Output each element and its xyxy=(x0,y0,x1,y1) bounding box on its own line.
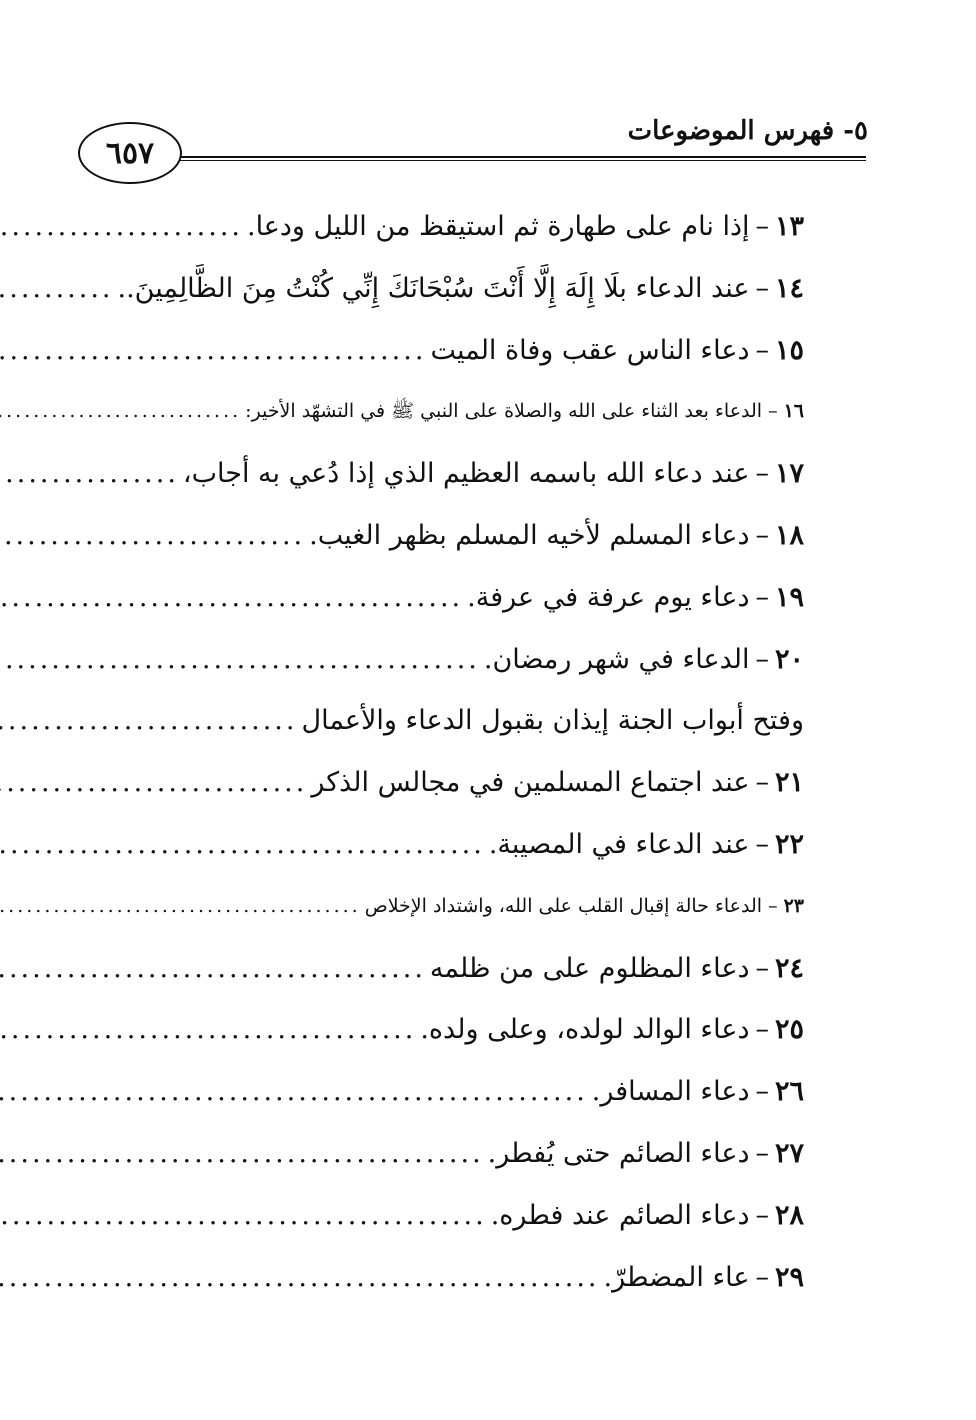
toc-entry-number: ٢٣ xyxy=(783,894,804,917)
toc-leader-dots xyxy=(0,1061,592,1123)
toc-leader-dots xyxy=(0,258,117,320)
toc-entry-number: ١٤ xyxy=(774,272,804,304)
toc-leader-dots xyxy=(0,814,489,876)
toc-row xyxy=(88,258,804,320)
toc-row xyxy=(88,1061,804,1123)
toc-entry-dash: – xyxy=(755,334,769,366)
toc-entry-dash: – xyxy=(755,1076,769,1108)
toc-row xyxy=(88,381,804,443)
toc-entry-number: ٢٨ xyxy=(774,1199,804,1231)
toc-row xyxy=(88,1185,804,1247)
toc-row xyxy=(88,443,804,505)
toc-leader-dots xyxy=(0,938,430,1000)
toc-row xyxy=(88,999,804,1061)
toc-leader-dots xyxy=(0,443,183,505)
toc-entry-title: عند الدعاء بلَا إِلَهَ إِلَّا أَنْتَ سُبْحَانَكَ إِنِّي كُنْتُ مِنَ الظَّالِمِينَ.. xyxy=(117,272,750,304)
toc-entry-dash: – xyxy=(755,519,769,551)
toc-entry-title: دعاء المسافر. xyxy=(591,1076,750,1108)
toc-entry-title: الدعاء بعد الثناء على الله والصلاة على النبي ﷺ في التشهّد الأخير: xyxy=(245,400,763,423)
toc-row xyxy=(88,752,804,814)
toc-entry-number: ٢٤ xyxy=(774,952,804,984)
toc-entry-dash: – xyxy=(755,272,769,304)
toc-entry-title: دعاء الصائم عند فطره. xyxy=(490,1199,750,1231)
toc-entry-title: دعاء يوم عرفة في عرفة. xyxy=(467,581,750,613)
page-header xyxy=(78,110,868,190)
toc-entry-title: إذا نام على طهارة ثم استيقظ من الليل ودعا. xyxy=(246,211,750,242)
toc-leader-dots xyxy=(0,752,311,814)
toc-leader-dots xyxy=(0,876,365,938)
page-number: ٦٥٧ xyxy=(78,122,182,184)
toc-entry-dash: – xyxy=(755,458,769,490)
toc-leader-dots xyxy=(0,629,484,691)
toc-entry-number: ١٥ xyxy=(774,334,804,366)
toc-entry-dash: – xyxy=(755,1199,769,1231)
toc-row xyxy=(88,320,804,382)
toc-leader-dots xyxy=(0,999,420,1061)
toc-entry-dash: – xyxy=(755,828,769,860)
toc-leader-dots xyxy=(0,1123,488,1185)
toc-row xyxy=(88,629,804,691)
toc-entry-number: ١٩ xyxy=(774,581,804,613)
toc-entry-title: عند الدعاء في المصيبة. xyxy=(488,828,750,860)
toc-entry-title: الدعاء في شهر رمضان. xyxy=(483,643,750,675)
toc-entry-title: دعاء المسلم لأخيه المسلم بظهر الغيب. xyxy=(309,519,750,551)
toc-entry-number: ١٧ xyxy=(774,458,804,490)
toc-entry-dash: – xyxy=(755,1261,769,1293)
toc-row xyxy=(88,1123,804,1185)
toc-entry-number: ٢٩ xyxy=(774,1261,804,1293)
toc-entry-number: ٢٦ xyxy=(774,1076,804,1108)
table-of-contents xyxy=(88,196,804,1308)
toc-entry-number: ١٦ xyxy=(783,400,804,423)
toc-leader-dots xyxy=(0,1247,603,1309)
toc-row xyxy=(88,938,804,1000)
toc-entry-number: ٢٠ xyxy=(774,643,804,675)
toc-entry-number: ٢٢ xyxy=(774,828,804,860)
toc-entry-title: عند اجتماع المسلمين في مجالس الذكر xyxy=(311,767,750,799)
toc-entry-dash: – xyxy=(755,1014,769,1046)
toc-entry-dash: – xyxy=(755,211,769,242)
toc-entry-title: دعاء الوالد لولده، وعلى ولده. xyxy=(420,1014,750,1046)
toc-entry-dash: – xyxy=(755,581,769,613)
toc-row xyxy=(88,876,804,938)
toc-entry-number: ٢١ xyxy=(774,767,804,799)
toc-entry-dash: – xyxy=(768,894,778,917)
toc-entry-title: دعاء الصائم حتى يُفطر. xyxy=(487,1137,750,1169)
toc-leader-dots xyxy=(0,505,309,567)
toc-entry-title: عند دعاء الله باسمه العظيم الذي إذا دُعي به أجاب، xyxy=(182,458,750,490)
toc-row xyxy=(88,814,804,876)
section-title: ٥- فهرس الموضوعات xyxy=(627,116,868,146)
toc-entry-title: دعاء الناس عقب وفاة الميت xyxy=(430,334,750,366)
toc-row xyxy=(88,196,804,258)
toc-leader-dots xyxy=(0,1185,491,1247)
toc-leader-dots xyxy=(0,567,467,629)
toc-row xyxy=(88,1247,804,1309)
toc-leader-dots xyxy=(0,381,245,443)
toc-entry-number: ١٨ xyxy=(774,519,804,551)
toc-leader-dots xyxy=(0,320,430,382)
toc-entry-dash: – xyxy=(755,1137,769,1169)
toc-entry-dash: – xyxy=(768,400,778,423)
toc-row xyxy=(88,690,804,752)
toc-entry-title: وفتح أبواب الجنة إيذان بقبول الدعاء والأعمال xyxy=(301,705,804,737)
header-rule xyxy=(173,156,866,158)
toc-row xyxy=(88,567,804,629)
toc-row xyxy=(88,505,804,567)
toc-entry-dash: – xyxy=(755,952,769,984)
toc-entry-title: دعاء المظلوم على من ظلمه xyxy=(429,952,750,984)
toc-entry-title: عاء المضطرّ. xyxy=(603,1261,750,1293)
toc-entry-title: الدعاء حالة إقبال القلب على الله، واشتداد الإخلاص xyxy=(364,894,763,917)
toc-entry-number: ٢٥ xyxy=(774,1014,804,1046)
header-rule-thin xyxy=(173,160,866,161)
toc-entry-number: ٢٧ xyxy=(774,1137,804,1169)
toc-leader-dots xyxy=(0,196,247,258)
toc-entry-dash: – xyxy=(755,767,769,799)
toc-entry-dash: – xyxy=(755,643,769,675)
toc-leader-dots xyxy=(0,690,301,752)
toc-entry-number: ١٣ xyxy=(774,211,804,242)
